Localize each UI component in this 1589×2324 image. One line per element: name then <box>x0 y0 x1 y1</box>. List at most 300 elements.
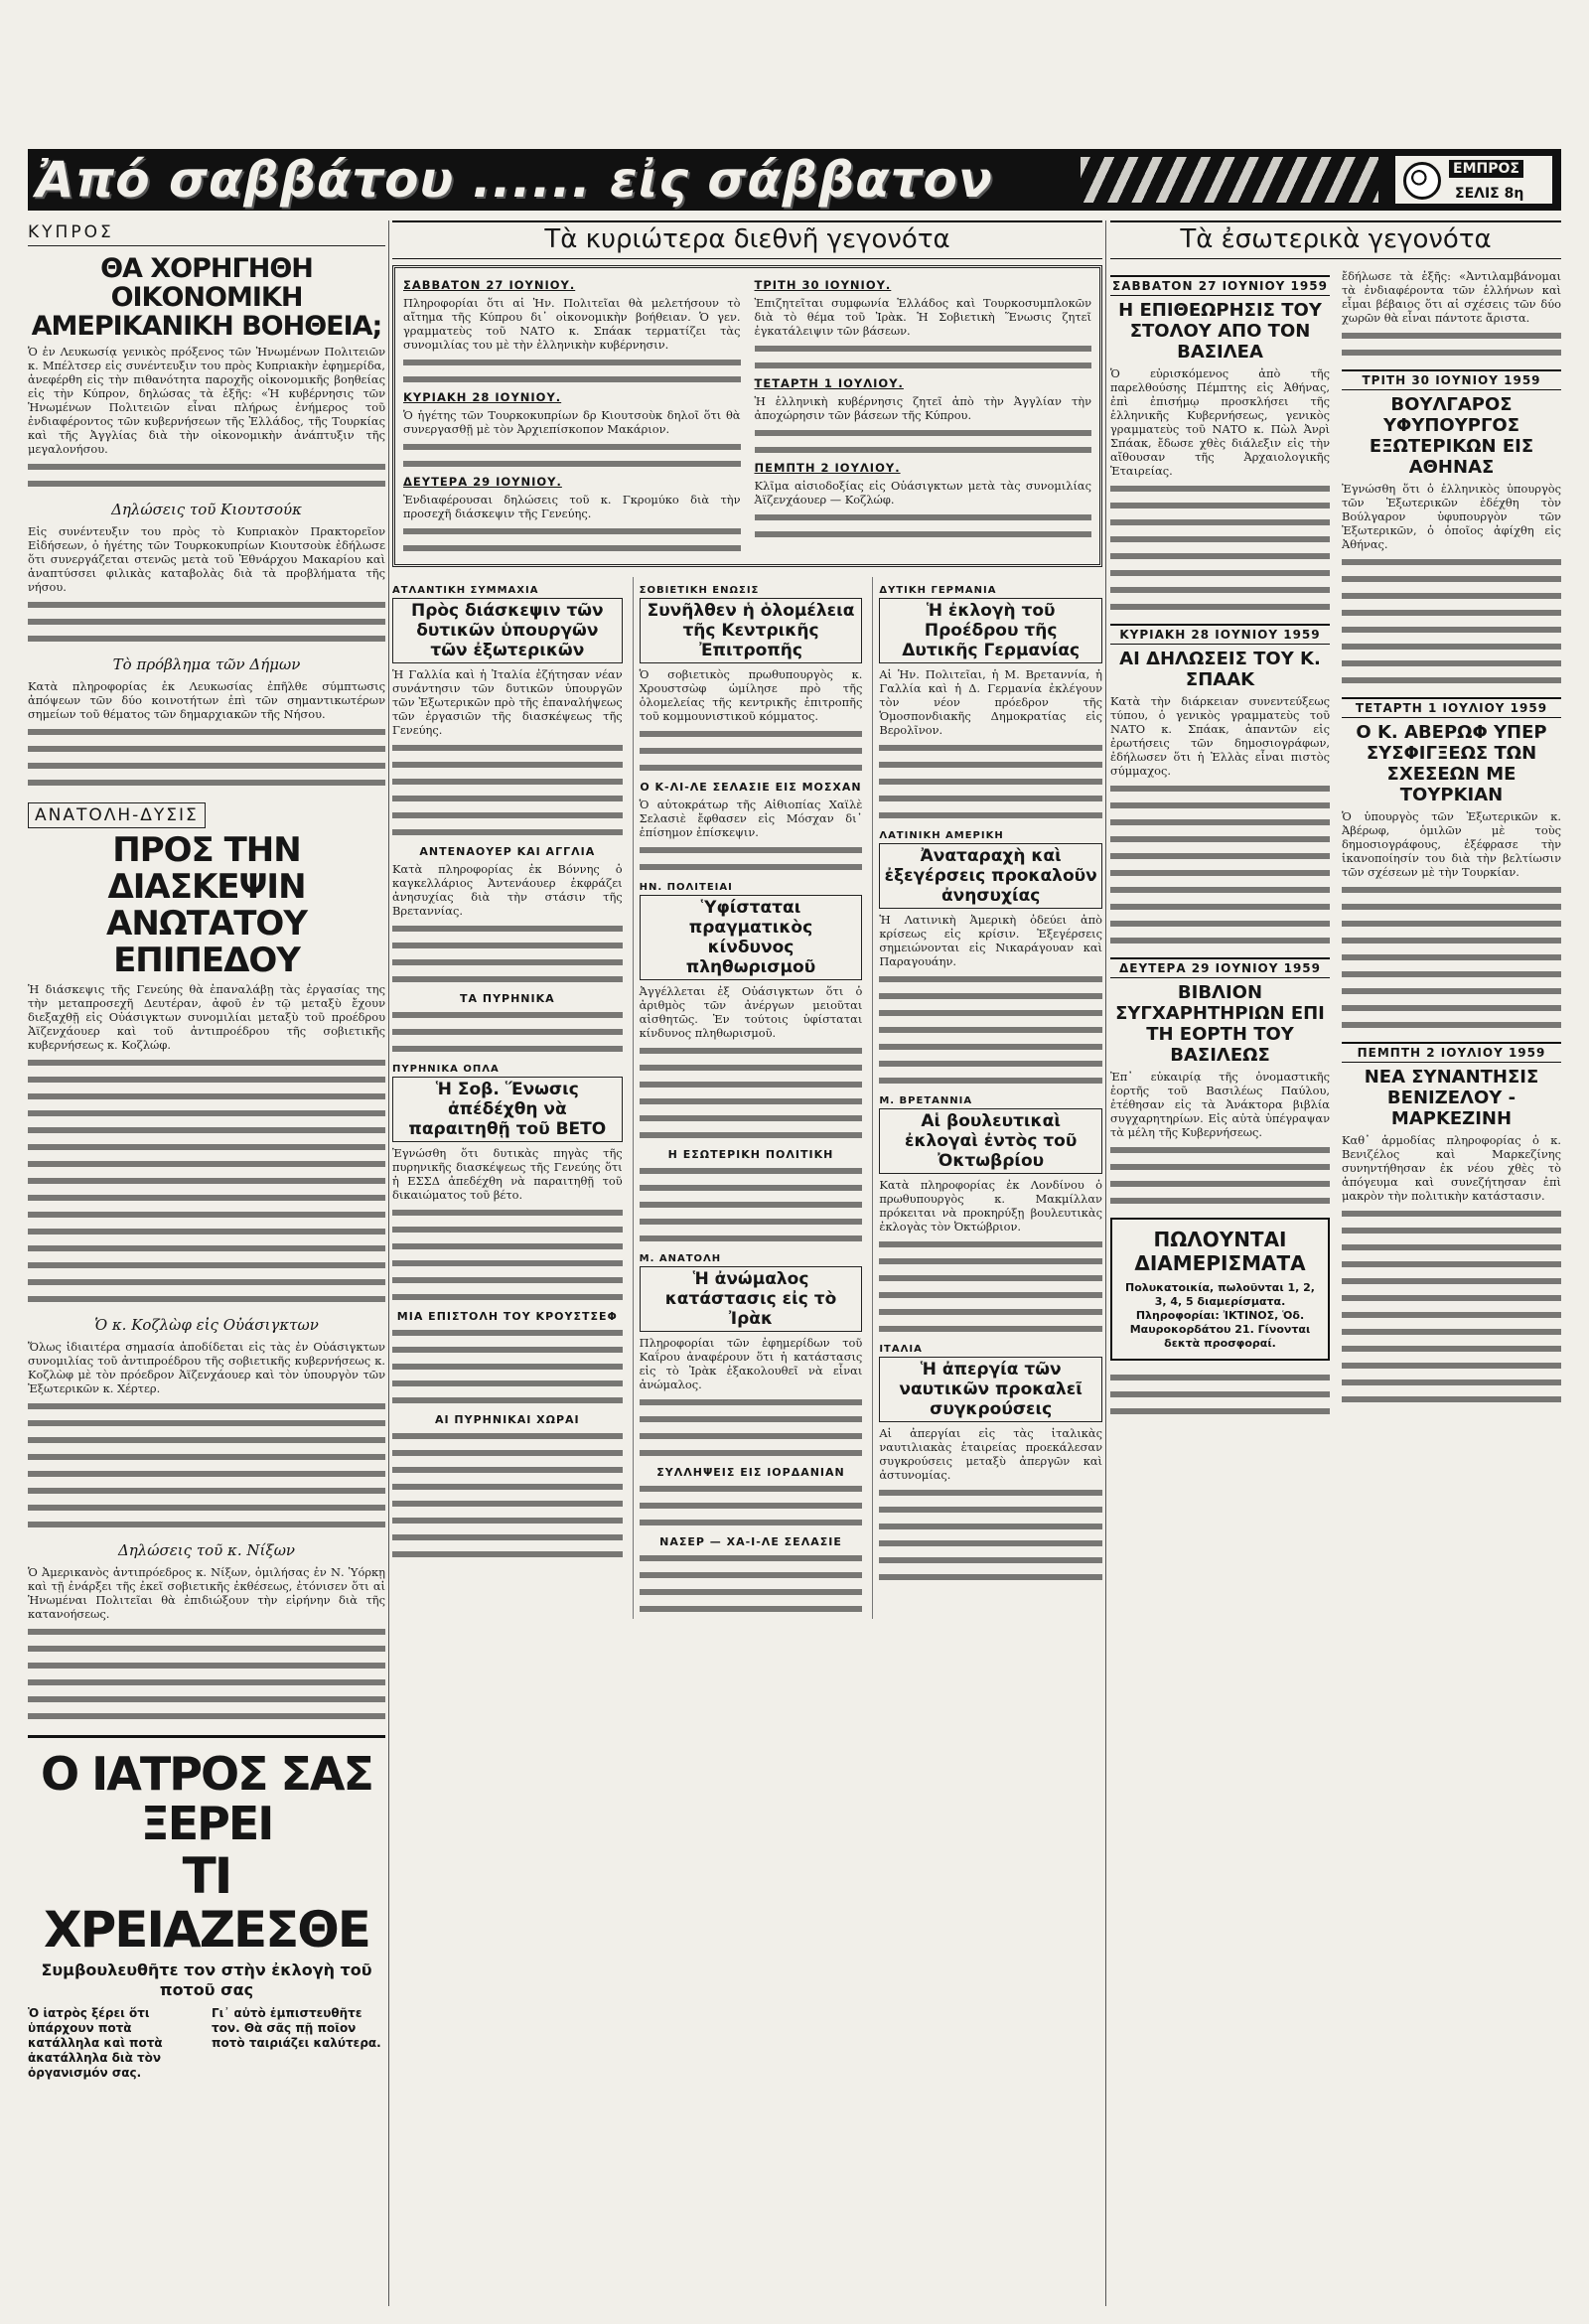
story-headline: Ἡ ἀνώμαλος κατάστασις εἰς τὸ Ἰρὰκ <box>640 1266 863 1332</box>
text-lines <box>879 972 1102 986</box>
advertisement <box>28 1735 385 2080</box>
story-text: Αἱ ἀπεργίαι εἰς τὰς ἰταλικὰς ναυτιλιακὰς ἑταιρείας προεκάλεσαν συγκρούσεις μεταξὺ ἀπεργῶν καὶ ἀστυνομίας. <box>879 1426 1102 1482</box>
right-column <box>1110 220 1561 2316</box>
date-label: ΤΡΙΤΗ 30 ΙΟΥΝΙΟΥ. <box>754 278 892 292</box>
ad-subheadline: Συμβουλευθῆτε τον στὴν ἐκλογὴ τοῦ ποτοῦ σας <box>41 1960 372 1999</box>
text-lines <box>392 1223 623 1236</box>
text-lines <box>403 457 741 471</box>
text-lines <box>640 1094 863 1108</box>
text-lines <box>28 725 385 739</box>
text-lines <box>392 1360 623 1374</box>
text-lines <box>28 1501 385 1515</box>
text-lines <box>28 1241 385 1255</box>
text-lines <box>28 1518 385 1531</box>
text-lines <box>1342 640 1561 654</box>
column-rule <box>388 220 389 2306</box>
text-lines <box>640 1551 863 1565</box>
text-lines <box>28 1073 385 1087</box>
subhead-municipal: Τὸ πρόβλημα τῶν Δήμων <box>112 655 301 674</box>
story-text: Ἐγνώσθη ὅτι δυτικὰς πηγὰς τῆς πυρηνικῆς διασκέψεως τῆς Γενεύης ὅτι ἡ ΕΣΣΔ ἀπεδέχθη νὰ παραιτηθῇ τοῦ δικαιώματος τοῦ βέτο. <box>392 1146 623 1202</box>
text-lines <box>392 1343 623 1357</box>
headline-cyprus-aid: ΘΑ ΧΟΡΗΓΗΘΗ ΟΙΚΟΝΟΜΙΚΗ ΑΜΕΡΙΚΑΝΙΚΗ ΒΟΗΘΕΙΑ; <box>31 253 382 343</box>
headline-fleet: Η ΕΠΙΘΕΩΡΗΣΙΣ ΤΟΥ ΣΤΟΛΟΥ ΑΠΟ ΤΟΝ ΒΑΣΙΛΕΑ <box>1118 300 1322 363</box>
newspaper-brand: ΕΜΠΡΟΣ <box>1449 160 1523 178</box>
text-lines <box>879 1006 1102 1020</box>
text-lines <box>28 1174 385 1188</box>
text-lines <box>879 1305 1102 1319</box>
text-lines <box>28 1208 385 1222</box>
story-text: Ὁ σοβιετικὸς πρωθυπουργὸς κ. Χρουστσὼφ ὡμίλησε πρὸ τῆς ὁλομελείας τῆς κεντρικῆς ἐπιτροπῆς τοῦ κομμουνιστικοῦ κόμματος. <box>639 667 863 723</box>
text-lines <box>28 1292 385 1306</box>
text-lines <box>879 1536 1102 1550</box>
page-number: ΣΕΛΙΣ 8η <box>1455 186 1524 202</box>
text-lines <box>392 1290 623 1304</box>
headline-spaak: ΑΙ ΔΗΛΩΣΕΙΣ ΤΟΥ Κ. ΣΠΑΑΚ <box>1119 649 1321 690</box>
text-lines <box>640 1215 863 1229</box>
text-lines <box>1110 583 1330 597</box>
text-lines <box>879 1074 1102 1088</box>
text-lines <box>28 759 385 773</box>
ad-headline: Ο ΙΑΤΡΟΣ ΣΑΣ ΞΕΡΕΙ <box>41 1747 372 1851</box>
text-lines <box>392 939 623 952</box>
text-lines <box>392 1025 623 1039</box>
date-label: ΔΕΥΤΕΡΑ 29 ΙΟΥΝΙΟΥ. <box>403 475 562 489</box>
text-lines <box>392 1446 623 1460</box>
text-lines <box>640 1429 863 1443</box>
story-tag: ΙΤΑΛΙΑ <box>879 1344 923 1355</box>
text-lines <box>1110 782 1330 796</box>
newspaper-logo <box>1393 154 1554 206</box>
headline-meeting: ΝΕΑ ΣΥΝΑΝΤΗΣΙΣ ΒΕΝΙΖΕΛΟΥ - ΜΑΡΚΕΖΙΝΗ <box>1364 1067 1539 1129</box>
date-label: ΣΑΒΒΑΤΟΝ 27 ΙΟΥΝΙΟΥ. <box>403 278 576 292</box>
text-lines <box>879 758 1102 772</box>
article-text: Ὁ ὑπουργὸς τῶν Ἐξωτερικῶν κ. Ἀβέρωφ, ὁμιλῶν μὲ τοὺς δημοσιογράφους, ἐξέφρασε τὴν ἱκανοποίησίν του διὰ τὴν βελτίωσιν τῶν σχέσεων μὲ τὴν Τουρκίαν. <box>1342 809 1561 879</box>
text-lines <box>879 1023 1102 1037</box>
text-lines <box>1342 934 1561 947</box>
story-text: Ἡ Γαλλία καὶ ἡ Ἰταλία ἐζήτησαν νέαν συνάντησιν τῶν δυτικῶν ὑπουργῶν τῶν Ἐξωτερικῶν πρὸ τῆς ἐπαναλήψεως τῶν ἐργασιῶν τῆς διασκέψεως τῆς Γενεύης. <box>392 667 623 737</box>
text-lines <box>879 1237 1102 1251</box>
text-lines <box>1110 849 1330 863</box>
text-lines <box>755 443 1092 457</box>
story-text: Ἀγγέλλεται ἐξ Οὐάσιγκτων ὅτι ὁ ἀριθμὸς τῶν ἀνέργων μειοῦται αἰσθητῶς. Ἐν τούτοις ὑφίσταται κίνδυνος πληθωρισμοῦ. <box>639 984 863 1040</box>
ad-text: Πολυκατοικία, πωλοῦνται 1, 2, 3, 4, 5 διαμερίσματα. Πληροφορίαι: ἸΚΤΙΝΟΣ, Ὁδ. Μαυροκορδάτου 21. Γίνονται δεκτὰ προσφοραί. <box>1125 1281 1315 1350</box>
text-lines <box>1110 1194 1330 1208</box>
text-lines <box>1342 984 1561 998</box>
text-lines <box>1342 606 1561 620</box>
text-lines <box>879 1271 1102 1285</box>
text-lines <box>392 1393 623 1407</box>
date-banner: ΤΕΤΑΡΤΗ 1 ΙΟΥΛΙΟΥ 1959 <box>1342 697 1561 718</box>
left-column <box>28 220 385 2316</box>
story-subhead: Η ΕΣΩΤΕΡΙΚΗ ΠΟΛΙΤΙΚΗ <box>667 1148 834 1161</box>
text-lines <box>28 1258 385 1272</box>
story-headline: Συνῆλθεν ἡ ὁλομέλεια τῆς Κεντρικῆς Ἐπιτροπῆς <box>640 598 863 663</box>
text-lines <box>640 1602 863 1616</box>
text-lines <box>28 742 385 756</box>
text-lines <box>879 1503 1102 1517</box>
masthead-decoration <box>1081 157 1378 203</box>
middle-column <box>392 220 1102 2316</box>
text-lines <box>1342 950 1561 964</box>
text-lines <box>403 356 741 369</box>
story-tag: Μ. ΒΡΕΤΑΝΝΙΑ <box>879 1095 973 1106</box>
text-lines <box>755 527 1092 541</box>
text-lines <box>640 727 863 741</box>
text-lines <box>28 1225 385 1238</box>
text-lines <box>392 1008 623 1022</box>
text-lines <box>28 1433 385 1447</box>
story-subhead: ΤΑ ΠΥΡΗΝΙΚΑ <box>460 992 555 1005</box>
text-lines <box>392 922 623 936</box>
text-lines <box>28 1157 385 1171</box>
text-lines <box>1110 499 1330 512</box>
text-lines <box>1342 1376 1561 1389</box>
text-lines <box>879 1570 1102 1584</box>
headline-averof: Ο Κ. ΑΒΕΡΩΦ ΥΠΕΡ ΣΥΣΦΙΓΞΕΩΣ ΤΩΝ ΣΧΕΣΕΩΝ ΜΕ ΤΟΥΡΚΙΑΝ <box>1356 722 1547 805</box>
article-text: Κατὰ πληροφορίας ἐκ Λευκωσίας ἐπῆλθε σύμπτωσις ἀπόψεων τῶν δύο κοινοτήτων ἐπὶ τῶν σημαντικωτέρων σημείων τοῦ θέματος τῶν δημαρχιακῶν τῆς Νήσου. <box>28 679 385 722</box>
story-headline: Πρὸς διάσκεψιν τῶν δυτικῶν ὑπουργῶν τῶν ἐξωτερικῶν <box>392 598 623 663</box>
text-lines <box>640 1446 863 1460</box>
text-lines <box>392 1273 623 1287</box>
text-lines <box>1342 1325 1561 1339</box>
diary-entry: Κλῖμα αἰσιοδοξίας εἰς Οὐάσιγκτων μετὰ τὰς συνομιλίας Ἀϊζενχάουερ — Κοζλώφ. <box>754 479 1091 507</box>
ad-headline: ΠΩΛΟΥΝΤΑΙ ΔΙΑΜΕΡΙΣΜΑΤΑ <box>1134 1228 1306 1275</box>
article-text: Ὁ εὐρισκόμενος ἀπὸ τῆς παρελθούσης Πέμπτης εἰς Ἀθήνας, ἐπὶ ἐπισήμῳ προσκλήσει τῆς ἑλληνικῆς Κυβερνήσεως, γενικὸς γραμματεὺς τοῦ ΝΑΤΟ κ. Πὼλ Ἀνρὶ Σπάακ, ἔδωσε χθὲς διάλεξιν εἰς τὴν αἴθουσαν τῆς Ἀρχαιολογικῆς Ἑταιρείας. <box>1110 366 1330 478</box>
text-lines <box>1342 656 1561 670</box>
domestic-events <box>1110 265 1561 1421</box>
text-lines <box>1342 1257 1561 1271</box>
text-lines <box>1342 572 1561 586</box>
text-lines <box>28 1140 385 1154</box>
ad-text: Ὁ ἰατρὸς ξέρει ὅτι ὑπάρχουν ποτὰ κατάλληλα καὶ ποτὰ ἀκατάλληλα διὰ τὸν ὀργανισμόν σας. <box>28 2005 163 2080</box>
text-lines <box>640 1499 863 1513</box>
text-lines <box>640 843 863 857</box>
text-lines <box>879 808 1102 822</box>
text-lines <box>1110 532 1330 546</box>
text-lines <box>28 460 385 474</box>
text-lines <box>640 744 863 758</box>
text-lines <box>1110 515 1330 529</box>
domestic-column <box>1342 265 1561 1421</box>
story-headline: Αἱ βουλευτικαὶ ἐκλογαὶ ἐντὸς τοῦ Ὀκτωβρίου <box>879 1108 1102 1174</box>
text-lines <box>1342 917 1561 931</box>
article-text: Ἐπ᾿ εὐκαιρίᾳ τῆς ὀνομαστικῆς ἑορτῆς τοῦ Βασιλέως Παύλου, ἐτέθησαν εἰς τὰ Ἀνάκτορα βιβλία συγχαρητηρίων. Εἰς αὐτὰ ὑπέγραψαν τὰ μέλη τῆς Κυβερνήσεως. <box>1110 1070 1330 1139</box>
story-column <box>633 577 863 1619</box>
text-lines <box>1342 1291 1561 1305</box>
text-lines <box>392 972 623 986</box>
text-lines <box>28 1625 385 1639</box>
text-lines <box>1110 549 1330 563</box>
text-lines <box>640 1128 863 1142</box>
text-lines <box>1110 934 1330 947</box>
text-lines <box>1110 1160 1330 1174</box>
story-tag: ΣΟΒΙΕΤΙΚΗ ΕΝΩΣΙΣ <box>639 585 760 596</box>
text-lines <box>392 1497 623 1511</box>
story-text: Κατὰ πληροφορίας ἐκ Βόννης ὁ καγκελλάριος Ἀντενάουερ ἐκφράζει ἀνησυχίας διὰ τὴν στάσιν τῆς Βρεταννίας. <box>392 862 623 918</box>
ad-columns <box>28 2006 385 2081</box>
text-lines <box>403 440 741 454</box>
story-headline: Ἡ Σοβ. Ἕνωσις ἀπέδέχθη νὰ παραιτηθῇ τοῦ ΒΕΤΟ <box>392 1077 623 1142</box>
text-lines <box>403 372 741 386</box>
diary-entry: Ἐπιζητεῖται συμφωνία Ἑλλάδος καὶ Τουρκοσυμπλοκῶν διὰ τὸ θέμα τοῦ Ἰρὰκ. Ἡ Σοβιετικὴ Ἕνωσις ζητεῖ ἐγκατάλειψιν τῶν βάσεων. <box>754 296 1091 338</box>
text-lines <box>1342 1392 1561 1406</box>
text-lines <box>640 1585 863 1599</box>
text-lines <box>28 1399 385 1413</box>
story-column <box>392 577 623 1619</box>
text-lines <box>392 825 623 839</box>
article-text: Καθ᾿ ἁρμοδίας πληροφορίας ὁ κ. Βενιζέλος καὶ Μαρκεζίνης συνηντήθησαν ἐκ νέου χθὲς τὸ ἀπόγευμα καὶ συνεζήτησαν ἐπὶ μακρὸν τὴν πολιτικὴν κατάστασιν. <box>1342 1133 1561 1203</box>
text-lines <box>28 1659 385 1672</box>
text-lines <box>28 615 385 629</box>
text-lines <box>755 342 1092 356</box>
text-lines <box>28 1467 385 1481</box>
text-lines <box>392 1480 623 1494</box>
story-headline: Ὑφίσταται πραγματικὸς κίνδυνος πληθωρισμοῦ <box>640 895 863 980</box>
text-lines <box>640 1181 863 1195</box>
text-lines <box>1110 917 1330 931</box>
ad-text: Γι᾿ αὐτὸ ἐμπιστευθῆτε τον. Θὰ σᾶς πῇ ποῖον ποτὸ ταιριάζει καλύτερα. <box>212 2005 381 2050</box>
text-lines <box>879 1322 1102 1336</box>
story-tag: ΠΥΡΗΝΙΚΑ ΟΠΛΑ <box>392 1064 500 1075</box>
story-column <box>872 577 1102 1619</box>
text-lines <box>392 792 623 805</box>
text-lines <box>1342 900 1561 914</box>
text-lines <box>1342 1240 1561 1254</box>
text-lines <box>879 775 1102 789</box>
globe-icon <box>1403 162 1441 200</box>
story-text: Ὁ αὐτοκράτωρ τῆς Αἰθιοπίας Χαϊλὲ Σελασιὲ ἔφθασεν εἰς Μόσχαν δι᾿ ἐπίσημον ἐπίσκεψιν. <box>639 798 863 839</box>
text-lines <box>392 758 623 772</box>
text-lines <box>392 775 623 789</box>
international-stories <box>392 577 1102 1619</box>
text-lines <box>640 1232 863 1245</box>
headline-bulgaria: ΒΟΥΛΓΑΡΟΣ ΥΦΥΠΟΥΡΓΟΣ ΕΞΩΤΕΡΙΚΩΝ ΕΙΣ ΑΘΗΝΑΣ <box>1369 394 1534 478</box>
text-lines <box>1110 1143 1330 1157</box>
text-lines <box>1110 600 1330 614</box>
subhead-nixon: Δηλώσεις τοῦ κ. Νίξων <box>117 1541 296 1560</box>
article-text: Ἡ διάσκεψις τῆς Γενεύης θὰ ἐπαναλάβῃ τὰς ἐργασίας της τὴν μεταπροσεχῆ Δευτέραν, ἀφοῦ ἐν τῷ μεταξὺ ἔχουν διεξαχθῇ εἰς Οὐάσιγκτων συνομιλίαι μεταξὺ τοῦ προέδρου Ἀϊζενχάουερ καὶ τοῦ ἀντιπροέδρου τῆς σοβιετικῆς κυβερνήσεως κ. Κοζλώφ. <box>28 982 385 1053</box>
story-tag: Μ. ΑΝΑΤΟΛΗ <box>639 1253 722 1264</box>
story-text: Πληροφορίαι τῶν ἐφημερίδων τοῦ Καΐρου ἀναφέρουν ὅτι ἡ κατάστασις εἰς τὸ Ἰρὰκ ἐξακολουθεῖ νὰ εἶναι ἀνώμαλος. <box>639 1336 863 1391</box>
text-lines <box>28 1675 385 1689</box>
text-lines <box>1110 883 1330 897</box>
text-lines <box>392 1206 623 1220</box>
text-lines <box>1110 866 1330 880</box>
date-banner: ΤΡΙΤΗ 30 ΙΟΥΝΙΟΥ 1959 <box>1342 369 1561 390</box>
text-lines <box>28 1275 385 1289</box>
text-lines <box>392 1239 623 1253</box>
story-headline: Ἡ ἀπεργία τῶν ναυτικῶν προκαλεῖ συγκρούσεις <box>879 1357 1102 1422</box>
text-lines <box>1110 1371 1330 1384</box>
text-lines <box>28 1416 385 1430</box>
domestic-events-header: Τὰ ἐσωτερικὰ γεγονότα <box>1110 220 1561 259</box>
text-lines <box>28 598 385 612</box>
international-events-header: Τὰ κυριώτερα διεθνῆ γεγονότα <box>392 220 1102 259</box>
text-lines <box>879 1288 1102 1302</box>
text-lines <box>879 1254 1102 1268</box>
date-banner: ΣΑΒΒΑΤΟΝ 27 ΙΟΥΝΙΟΥ 1959 <box>1110 275 1330 296</box>
subhead-kioutsouk: Δηλώσεις τοῦ Κιουτσούκ <box>111 501 302 519</box>
text-lines <box>640 1198 863 1212</box>
text-lines <box>392 1042 623 1056</box>
text-lines <box>1342 1001 1561 1015</box>
text-lines <box>879 1040 1102 1054</box>
text-lines <box>392 1256 623 1270</box>
text-lines <box>1342 1308 1561 1322</box>
text-lines <box>392 955 623 969</box>
section-kicker-cyprus: ΚΥΠΡΟΣ <box>28 220 385 246</box>
text-lines <box>28 1106 385 1120</box>
article-text: ἔδήλωσε τὰ ἑξῆς: «Ἀντιλαμβάνομαι τὰ ἐνδιαφέροντα τῶν ἑλλήνων καὶ εἶμαι βέβαιος ὅτι αἱ σχέσεις τῶν δύο χωρῶν θὰ εἶναι πάντοτε ἄριστα. <box>1342 269 1561 325</box>
text-lines <box>28 1450 385 1464</box>
text-lines <box>392 741 623 755</box>
story-subhead: ΑΝΤΕΝΑΟΥΕΡ ΚΑΙ ΑΓΓΛΙΑ <box>419 845 596 858</box>
text-lines <box>1342 1342 1561 1356</box>
text-lines <box>392 1530 623 1544</box>
text-lines <box>1342 967 1561 981</box>
text-lines <box>403 541 741 555</box>
story-headline: Ἀναταραχὴ καὶ ἐξεγέρσεις προκαλοῦν ἀνησυχίας <box>879 843 1102 909</box>
diary-column <box>755 274 1092 558</box>
diary-column <box>403 274 741 558</box>
article-text: Ὅλως ἰδιαιτέρα σημασία ἀποδίδεται εἰς τὰς ἐν Οὐάσιγκτων συνομιλίας τοῦ ἀντιπροέδρου τῆς σοβιετικῆς κυβερνήσεως κ. Κοζλὼφ μὲ τὸν πρόεδρον Ἀϊζενχάουερ καὶ τὸν ὑπουργὸν τῶν Ἐξωτερικῶν κ. Χέρτερ. <box>28 1340 385 1396</box>
text-lines <box>640 1516 863 1529</box>
text-lines <box>879 989 1102 1003</box>
story-tag: ΛΑΤΙΝΙΚΗ ΑΜΕΡΙΚΗ <box>879 830 1004 841</box>
story-text: Αἱ Ἡν. Πολιτεῖαι, ἡ Μ. Βρεταννία, ἡ Γαλλία καὶ ἡ Δ. Γερμανία ἐκλέγουν τὸν νέον πρόεδρον τῆς Ὁμοσπονδιακῆς Δημοκρατίας εἰς Βερολῖνον. <box>879 667 1102 737</box>
text-lines <box>1110 832 1330 846</box>
text-lines <box>640 860 863 874</box>
text-lines <box>28 632 385 646</box>
headline-summit: ΠΡΟΣ ΤΗΝ ΔΙΑΣΚΕΨΙΝ ΑΝΩΤΑΤΟΥ ΕΠΙΠΕΔΟΥ <box>106 830 307 980</box>
text-lines <box>879 1057 1102 1071</box>
text-lines <box>392 1463 623 1477</box>
text-lines <box>392 1429 623 1443</box>
text-lines <box>1342 346 1561 360</box>
text-lines <box>1110 482 1330 496</box>
text-lines <box>640 1164 863 1178</box>
masthead-title: Ἀπό σαββάτου ...... εἰς σάββατον <box>36 151 993 209</box>
text-lines <box>879 1520 1102 1533</box>
story-subhead: ΜΙΑ ΕΠΙΣΤΟΛΗ ΤΟΥ ΚΡΟΥΣΤΣΕΦ <box>396 1310 618 1323</box>
text-lines <box>28 1191 385 1205</box>
text-lines <box>1342 1274 1561 1288</box>
text-lines <box>640 1078 863 1091</box>
text-lines <box>1342 589 1561 603</box>
date-banner: ΚΥΡΙΑΚΗ 28 ΙΟΥΝΙΟΥ 1959 <box>1110 624 1330 645</box>
text-lines <box>640 761 863 775</box>
column-rule <box>1105 220 1106 2306</box>
text-lines <box>640 1395 863 1409</box>
text-lines <box>28 1642 385 1656</box>
date-label: ΚΥΡΙΑΚΗ 28 ΙΟΥΝΙΟΥ. <box>403 390 562 404</box>
text-lines <box>640 1111 863 1125</box>
text-lines <box>392 1547 623 1561</box>
story-tag: ΔΥΤΙΚΗ ΓΕΡΜΑΝΙΑ <box>879 585 997 596</box>
text-lines <box>28 1056 385 1070</box>
article-text: Ὁ ἐν Λευκωσίᾳ γενικὸς πρόξενος τῶν Ἡνωμένων Πολιτειῶν κ. Μπέλτσερ εἰς συνέντευξιν του πρὸς Κυπριακὴν ἐφημερίδα, ἀνεφέρθη εἰς τὴν πιθανότητα παροχῆς οἰκονομικῆς βοηθείας εἰς τὴν Κύπρον, δηλώσας τὰ ἑξῆς: «Ἡ κυβέρνησις τῶν Ἡνωμένων Πολιτειῶν εἶναι πλήρως ἐνήμερος τοῦ ἐνδιαφέροντος τῶν κυβερνήσεων τῆς Ἑλλάδος, τῆς Τουρκίας καὶ τῆς Ἀγγλίας διὰ τὴν οἰκονομικὴν ἀνάπτυξιν τῆς μεγαλονήσου. <box>28 345 385 457</box>
text-lines <box>1110 1177 1330 1191</box>
text-lines <box>640 1568 863 1582</box>
text-lines <box>28 776 385 790</box>
text-lines <box>755 359 1092 372</box>
article-text: Εἰς συνέντευξιν του πρὸς τὸ Κυπριακὸν Πρακτορεῖον Εἰδήσεων, ὁ ἡγέτης τῶν Τουρκοκυπρίων Κιουτσοὺκ ἐδήλωσε ὅτι συνεργάζεται στενῶς μετὰ τοῦ Ἐθνάρχου Μακαρίου καὶ ἀναπτύσσει φιλικὰς καταβολὰς διὰ τὰ προβλήματα τῆς νήσου. <box>28 524 385 595</box>
text-lines <box>1110 815 1330 829</box>
text-lines <box>1342 883 1561 897</box>
story-headline: Ἡ ἐκλογὴ τοῦ Προέδρου τῆς Δυτικῆς Γερμανίας <box>879 598 1102 663</box>
article-text: Κατὰ τὴν διάρκειαν συνεντεύξεως τύπου, ὁ γενικὸς γραμματεὺς τοῦ ΝΑΤΟ κ. Σπάακ, ἀπαντῶν εἰς ἐρωτήσεις τῶν δημοσιογράφων, ἐδήλωσεν ὅτι ἡ Ἑλλὰς εἶναι πιστὸς σύμμαχος. <box>1110 694 1330 778</box>
text-lines <box>640 1412 863 1426</box>
text-lines <box>879 741 1102 755</box>
text-lines <box>28 1709 385 1723</box>
text-lines <box>1110 1404 1330 1418</box>
text-lines <box>755 426 1092 440</box>
ad-headline: ΤΙ ΧΡΕΙΑΖΕΣΘΕ <box>44 1846 369 1959</box>
text-lines <box>1342 673 1561 687</box>
text-lines <box>1342 623 1561 637</box>
section-kicker-eastwest: ΑΝΑΤΟΛΗ-ΔΥΣΙΣ <box>28 802 206 828</box>
date-banner: ΔΕΥΤΕΡΑ 29 ΙΟΥΝΙΟΥ 1959 <box>1110 957 1330 978</box>
domestic-column <box>1110 265 1330 1421</box>
text-lines <box>1342 329 1561 343</box>
story-subhead: ΑΙ ΠΥΡΗΝΙΚΑΙ ΧΩΡΑΙ <box>435 1413 580 1426</box>
article-text: Ἐγνώσθη ὅτι ὁ ἑλληνικὸς ὑπουργὸς τῶν Ἐξωτερικῶν ἐδέχθη τὸν Βούλγαρον ὑφυπουργὸν τῶν Ἐξωτερικῶν, ὁ ὁποῖος ἀφίχθη εἰς Ἀθήνας. <box>1342 482 1561 551</box>
text-lines <box>640 1482 863 1496</box>
text-lines <box>1110 900 1330 914</box>
diary-entry: Ὁ ἡγέτης τῶν Τουρκοκυπρίων δρ Κιουτσοὺκ δηλοῖ ὅτι θὰ συνεργασθῇ μὲ τὸν Ἀρχιεπίσκοπον Μακάριον. <box>403 408 741 436</box>
text-lines <box>640 1061 863 1075</box>
headline-books: ΒΙΒΛΙΟΝ ΣΥΓΧΑΡΗΤΗΡΙΩΝ ΕΠΙ ΤΗ ΕΟΡΤΗ ΤΟΥ ΒΑΣΙΛΕΩΣ <box>1115 982 1325 1066</box>
subhead-kozlov: Ὁ κ. Κοζλὼφ εἰς Οὐάσιγκτων <box>94 1316 319 1335</box>
text-lines <box>755 510 1092 524</box>
text-lines <box>879 792 1102 805</box>
story-tag: ΑΤΛΑΝΤΙΚΗ ΣΥΜΜΑΧΙΑ <box>392 585 539 596</box>
text-lines <box>1110 566 1330 580</box>
text-lines <box>28 1089 385 1103</box>
text-lines <box>392 1326 623 1340</box>
story-subhead: Ο Κ-ΛΙ-ΛΕ ΣΕΛΑΣΙΕ ΕΙΣ ΜΟΣΧΑΝ <box>640 781 862 794</box>
diary-entry: Ἐνδιαφέρουσαι δηλώσεις τοῦ κ. Γκρομύκο διὰ τὴν προσεχῆ διάσκεψιν τῆς Γενεύης. <box>403 493 741 520</box>
story-text: Κατὰ πληροφορίας ἐκ Λονδίνου ὁ πρωθυπουργὸς κ. Μακμίλλαν πρόκειται νὰ προκηρύξῃ βουλευτικὰς ἐκλογὰς τὸν Ὀκτώβριον. <box>879 1178 1102 1234</box>
date-label: ΠΕΜΠΤΗ 2 ΙΟΥΛΙΟΥ. <box>754 461 901 475</box>
text-lines <box>879 1553 1102 1567</box>
text-lines <box>1342 1224 1561 1237</box>
story-subhead: ΣΥΛΛΗΨΕΙΣ ΕΙΣ ΙΟΡΔΑΝΙΑΝ <box>656 1466 845 1479</box>
story-tag: ΗΝ. ΠΟΛΙΤΕΙΑΙ <box>639 882 733 893</box>
masthead <box>28 149 1561 211</box>
text-lines <box>1342 1018 1561 1032</box>
date-banner: ΠΕΜΠΤΗ 2 ΙΟΥΛΙΟΥ 1959 <box>1342 1042 1561 1063</box>
text-lines <box>28 1484 385 1498</box>
text-lines <box>403 524 741 538</box>
text-lines <box>28 477 385 491</box>
text-lines <box>1342 555 1561 569</box>
article-text: Ὁ Ἀμερικανὸς ἀντιπρόεδρος κ. Νίξων, ὁμιλήσας ἐν Ν. Ὑόρκῃ καὶ τῇ ἐνάρξει τῆς ἐκεῖ σοβιετικῆς ἐκθέσεως, ἐτόνισεν ὅτι αἱ Ἡνωμέναι Πολιτεῖαι θὰ ἐπιδιώξουν τὴν εἰρήνην διὰ τῆς κατανοήσεως. <box>28 1565 385 1622</box>
international-diary-box <box>392 265 1102 567</box>
text-lines <box>392 1377 623 1390</box>
diary-entry: Ἡ ἑλληνικὴ κυβέρνησις ζητεῖ ἀπὸ τὴν Ἀγγλίαν τὴν ἀποχώρησιν τῶν βάσεων τῆς Κύπρου. <box>754 394 1091 422</box>
story-subhead: ΝΑΣΕΡ — ΧΑ-Ι-ΛΕ ΣΕΛΑΣΙΕ <box>659 1535 842 1548</box>
text-lines <box>879 1486 1102 1500</box>
text-lines <box>1342 1359 1561 1373</box>
text-lines <box>392 1514 623 1527</box>
text-lines <box>1342 1207 1561 1221</box>
story-text: Ἡ Λατινικὴ Ἀμερικὴ ὁδεύει ἀπὸ κρίσεως εἰς κρίσιν. Ἐξεγέρσεις σημειώνονται εἰς Νικαράγουαν καὶ Παραγουάην. <box>879 913 1102 968</box>
text-lines <box>1110 1387 1330 1401</box>
text-lines <box>28 1123 385 1137</box>
text-lines <box>28 1692 385 1706</box>
date-label: ΤΕΤΑΡΤΗ 1 ΙΟΥΛΙΟΥ. <box>754 376 904 390</box>
